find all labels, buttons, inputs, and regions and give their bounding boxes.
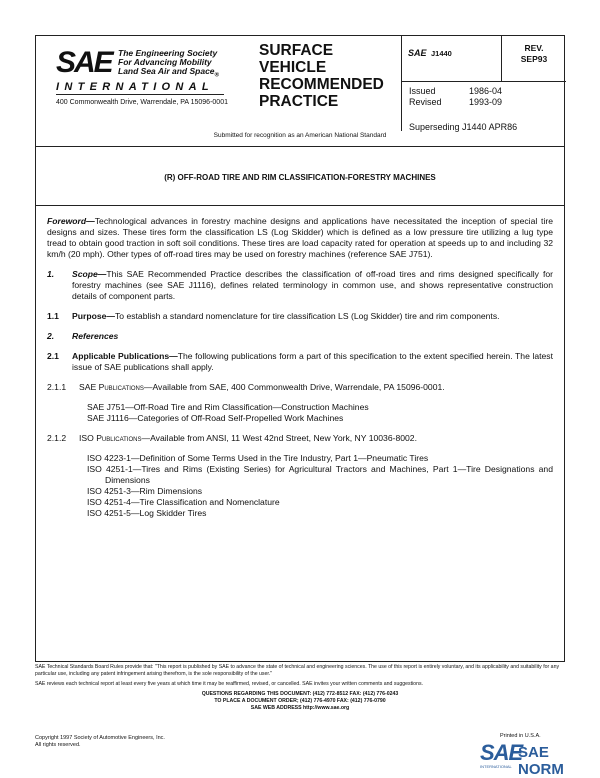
footer-web: SAE WEB ADDRESS http://www.sae.org (250, 705, 350, 711)
document-type-area (251, 36, 401, 131)
standard-number: J1440 (431, 49, 452, 58)
section-2-1: 2.1 Applicable Publications—The following publications form a part of this specification to the extent specified herein. The latest issue of SAE publications shall apply. (47, 351, 553, 372)
logo-international: INTERNATIONAL (56, 81, 214, 93)
sae-logo: SAE (56, 46, 112, 79)
list-item: ISO 4251-5—Log Skidder Tires (87, 508, 207, 518)
section-1-1: 1.1 Purpose—To establish a standard nomenclature for tire classification LS (Log Skidder) tire and rim components. (47, 311, 500, 321)
logo-tagline (118, 49, 219, 81)
printed-in: Printed in U.S.A. (500, 733, 541, 739)
iso-reference-list (87, 453, 553, 519)
supersedes-note: Superseding J1440 APR86 (409, 122, 518, 132)
watermark-sub: INTERNATIONAL (480, 764, 512, 769)
logo-line: For Advancing Mobility (118, 57, 212, 67)
watermark-logo (480, 740, 590, 778)
revised-value: 1993-09 (469, 97, 503, 107)
logo-line: Land Sea Air and Space$_®$ (118, 66, 219, 79)
document-meta-area (401, 36, 566, 131)
document-title: (R) OFF-ROAD TIRE AND RIM CLASSIFICATION-FORESTRY MACHINES (164, 173, 436, 182)
list-item: SAE J1116—Categories of Off-Road Self-Propelled Work Machines (87, 413, 344, 423)
list-item: ISO 4251-3—Rim Dimensions (87, 486, 203, 496)
revised-label: Revised (409, 97, 442, 107)
issued-value: 1986-04 (469, 86, 503, 96)
logo-line: The Engineering Society (118, 48, 218, 58)
rev-value: SEP93 (520, 54, 548, 64)
header-block (35, 35, 565, 147)
submitted-note: Submitted for recognition as an American National Standard (213, 132, 387, 139)
foreword-paragraph: Foreword—Technological advances in forestry machine designs and applications have necessitated the inception of special tire designs and sizes. These tires form the classification LS (Log Skidder) which is defined as a low pressure tire utilizing a lug type tread to obtain good traction in soft soil conditions. These tires are load capacity rated for operation at speeds up to and including 32 km/h (20 mph). Other types of off-road tires may be used on forestry machines (reference SAE J751). (47, 216, 553, 259)
document-body (47, 216, 553, 519)
rev-label: REV. (524, 43, 544, 53)
legal-footer (35, 664, 565, 712)
section-2-1-1: 2.1.1 SAE Publications—Available from SAE, 400 Commonwealth Drive, Warrendale, PA 15096-0001. (47, 382, 445, 392)
publisher-logo-area (36, 36, 251, 131)
section-2-1-2: 2.1.2 ISO Publications—Available from ANSI, 11 West 42nd Street, New York, NY 10036-8002. (47, 433, 417, 443)
list-item: ISO 4251-4—Tire Classification and Nomenclature (87, 497, 280, 507)
footer-review-note: SAE reviews each technical report at least every five years at which time it may be reaffirmed, revised, or cancelled. SAE invites your written comments and suggestions. (35, 681, 423, 687)
revision-box (502, 36, 566, 82)
watermark-mark: SAE (480, 740, 523, 765)
sae-reference-list (87, 402, 553, 424)
issue-dates (409, 86, 502, 108)
section-2: 2. References (47, 331, 119, 341)
footer-questions: QUESTIONS REGARDING THIS DOCUMENT: (412) 772-8512 FAX: (412) 776-0243 (201, 691, 399, 697)
title-divider (35, 205, 565, 206)
section-1: 1. Scope—This SAE Recommended Practice describes the classification of off-road tires and rims designed specifically for forestry machines (see SAE J1116), defines related terminology in common use, and shows representative construction details of component parts. (47, 269, 553, 301)
list-item: SAE J751—Off-Road Tire and Rim Classification—Construction Machines (87, 402, 369, 412)
list-item: ISO 4223-1—Definition of Some Terms Used in the Tire Industry, Part 1—Pneumatic Tires (87, 453, 429, 463)
publisher-address: 400 Commonwealth Drive, Warrendale, PA 15096-0001 (56, 99, 228, 106)
list-item: ISO 4251-1—Tires and Rims (Existing Series) for Agricultural Tractors and Machines, Part 1—Tire Designations and Dimensions (87, 464, 553, 485)
standard-number-box (402, 36, 502, 82)
watermark-word: SAE NORM (518, 744, 564, 778)
sae-mark-small: SAE (408, 48, 427, 58)
footer-order: TO PLACE A DOCUMENT ORDER; (412) 776-4970 FAX: (412) 776-0790 (214, 698, 386, 704)
issued-label: Issued (409, 86, 436, 96)
logo-divider (56, 94, 224, 95)
copyright-notice: Copyright 1997 Society of Automotive Engineers, Inc. All rights reserved. (35, 735, 165, 748)
document-type: SURFACE VEHICLE RECOMMENDED PRACTICE (259, 42, 384, 110)
footer-disclaimer: SAE Technical Standards Board Rules provide that: "This report is published by SAE to advance the state of technical and engineering sciences. The use of this report is entirely voluntary, and its applicability and suitability for any particular use, including any patent infringement arising therefrom, is the sole responsibility of the user." (35, 664, 560, 677)
